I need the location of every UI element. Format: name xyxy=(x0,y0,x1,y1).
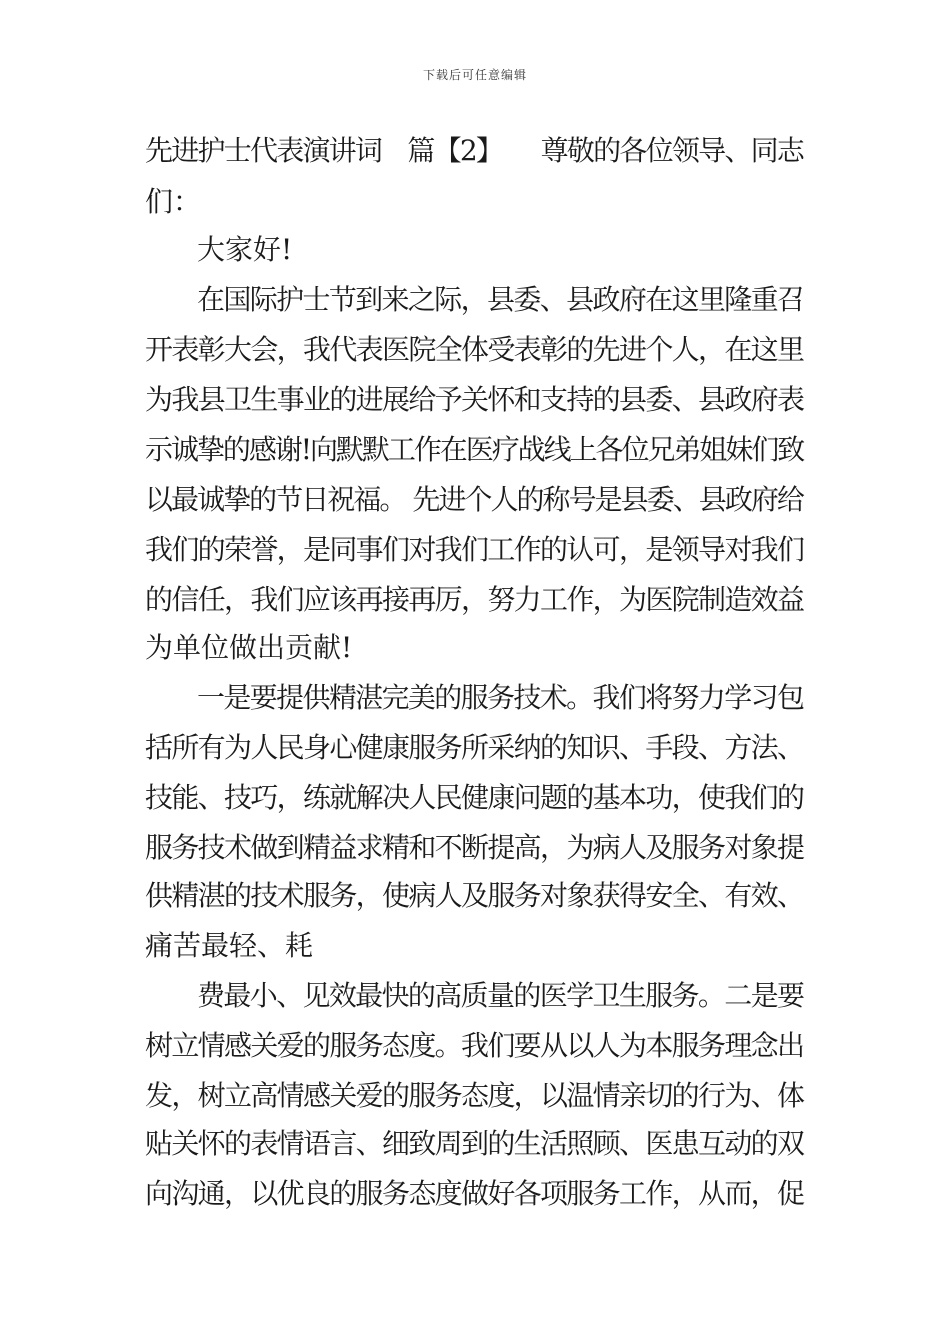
text-line: 为单位做出贡献! xyxy=(145,631,353,664)
text-line: 费最小、见效最快的高质量的医学卫生服务。二是要 xyxy=(197,979,804,1012)
text-line: 示诚挚的感谢!向默默工作在医疗战线上各位兄弟姐妹们致 xyxy=(145,433,804,466)
text-line: 贴关怀的表情语言、细致周到的生活照顾、医患互动的双 xyxy=(145,1127,804,1160)
text-line: 先进护士代表演讲词 篇【2】 尊敬的各位领导、同志 xyxy=(145,134,804,167)
text-line: 技能、技巧，练就解决人民健康问题的基本功，使我们的 xyxy=(145,781,804,814)
text-line: 向沟通，以优良的服务态度做好各项服务工作，从而，促 xyxy=(145,1177,804,1210)
page-header: 下载后可任意编辑 xyxy=(422,68,527,82)
text-line: 大家好! xyxy=(197,233,293,266)
text-line: 括所有为人民身心健康服务所采纳的知识、手段、方法、 xyxy=(145,731,804,764)
text-line: 服务技术做到精益求精和不断提高，为病人及服务对象提 xyxy=(145,831,804,864)
text-line: 树立情感关爱的服务态度。我们要从以人为本服务理念出 xyxy=(145,1029,804,1062)
text-line: 们： xyxy=(145,185,202,218)
text-line: 供精湛的技术服务，使病人及服务对象获得安全、有效、 xyxy=(145,879,804,912)
text-line: 的信任，我们应该再接再厉，努力工作，为医院制造效益 xyxy=(145,583,804,616)
text-line: 一是要提供精湛完美的服务技术。我们将努力学习包 xyxy=(197,681,804,714)
text-line: 在国际护士节到来之际，县委、县政府在这里隆重召 xyxy=(197,283,804,316)
text-line: 以最诚挚的节日祝福。 先进个人的称号是县委、县政府给 xyxy=(145,483,803,516)
text-line: 开表彰大会，我代表医院全体受表彰的先进个人，在这里 xyxy=(145,333,804,366)
text-line: 发，树立高情感关爱的服务态度，以温情亲切的行为、体 xyxy=(145,1079,804,1112)
text-line: 痛苦最轻、耗 xyxy=(145,929,314,962)
text-line: 为我县卫生事业的进展给予关怀和支持的县委、县政府表 xyxy=(145,383,804,416)
text-line: 我们的荣誉，是同事们对我们工作的认可，是领导对我们 xyxy=(145,533,804,566)
